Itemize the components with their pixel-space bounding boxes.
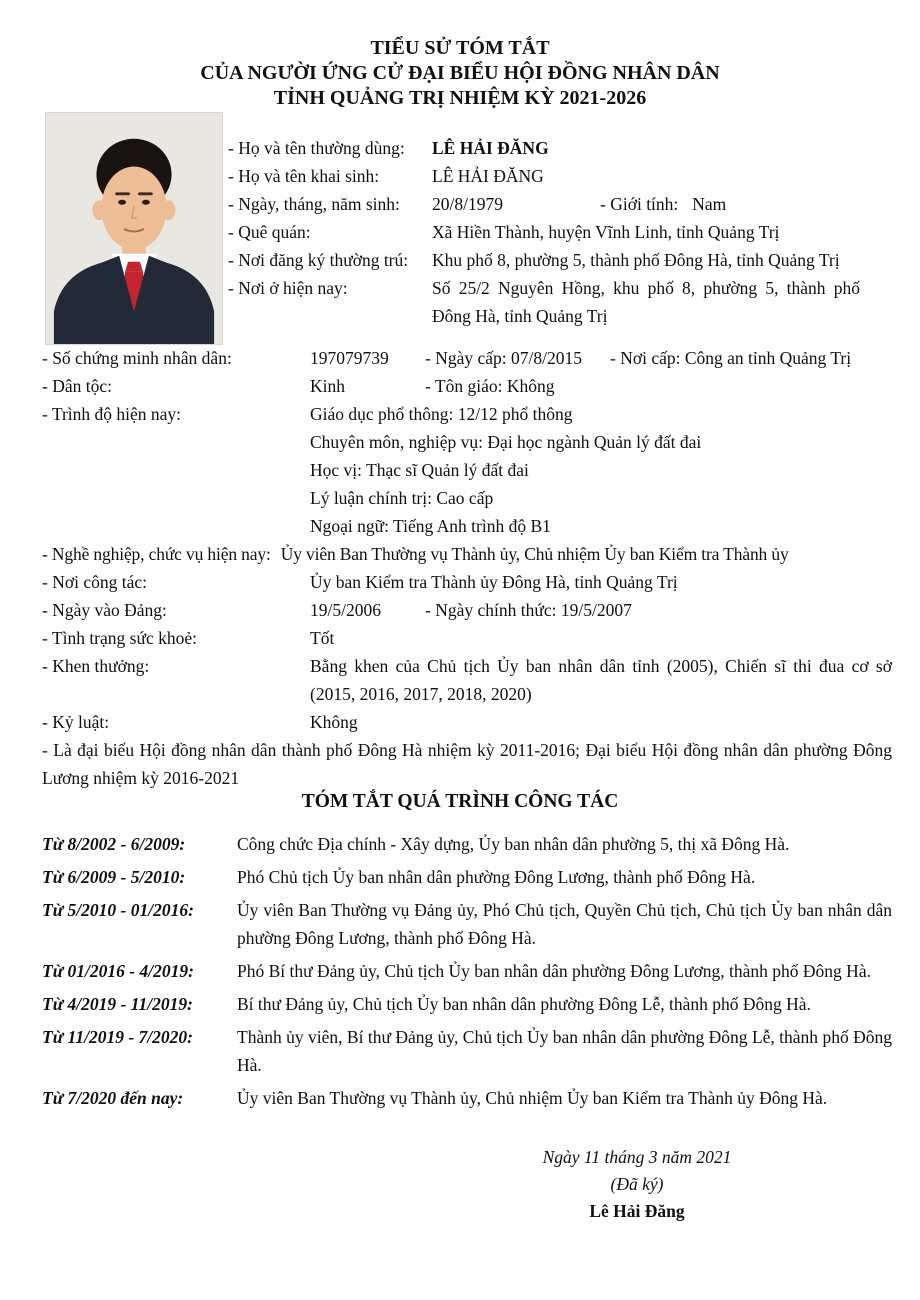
career-description: Công chức Địa chính - Xây dựng, Ủy ban nhân dân phường 5, thị xã Đông Hà.	[237, 834, 790, 854]
awards-value: Bằng khen của Chủ tịch Ủy ban nhân dân tỉnh (2005), Chiến sĩ thi đua cơ sở (2015, 2016, 2017, 2018, 2020)	[310, 656, 892, 704]
field-label: - Ngày, tháng, năm sinh:	[228, 194, 400, 214]
eye-right	[142, 200, 150, 205]
detail-fields	[42, 344, 892, 792]
career-row	[42, 1023, 892, 1079]
field-label: - Số chứng minh nhân dân:	[42, 348, 232, 368]
field-label: - Kỷ luật:	[42, 712, 110, 732]
education-line: Ngoại ngữ: Tiếng Anh trình độ B1	[310, 516, 551, 536]
eyebrow-left	[115, 192, 130, 195]
career-period: Từ 6/2009 - 5/2010:	[42, 867, 186, 887]
tie-knot	[125, 262, 143, 272]
workplace-value: Ủy ban Kiểm tra Thành ủy Đông Hà, tỉnh Quảng Trị	[310, 572, 678, 592]
education-line: Lý luận chính trị: Cao cấp	[310, 488, 494, 508]
document-title	[0, 36, 920, 111]
candidate-photo	[45, 112, 223, 345]
field-label: - Nơi đăng ký thường trú:	[228, 250, 409, 270]
career-history	[42, 830, 892, 1117]
occupation-value: Ủy viên Ban Thường vụ Thành ủy, Chủ nhiệm Ủy ban Kiểm tra Thành ủy	[280, 544, 789, 564]
health-value: Tốt	[310, 628, 335, 648]
education-line: Giáo dục phổ thông: 12/12 phổ thông	[310, 404, 573, 424]
gender-label: - Giới tính:	[600, 194, 679, 214]
career-period: Từ 4/2019 - 11/2019:	[42, 994, 193, 1014]
field-residence	[228, 246, 892, 274]
career-description: Thành ủy viên, Bí thư Đảng ủy, Chủ tịch Ủy ban nhân dân phường Đông Lễ, thành phố Đông Hà.	[237, 1027, 892, 1075]
career-row	[42, 1084, 892, 1112]
delegate-note: - Là đại biểu Hội đồng nhân dân thành phố Đông Hà nhiệm kỳ 2011-2016; Đại biểu Hội đồng nhân dân phường Đông Lương nhiệm kỳ 2016-2021	[42, 740, 892, 788]
career-period: Từ 11/2019 - 7/2020:	[42, 1027, 193, 1047]
field-id-number	[42, 344, 892, 372]
field-label: - Nơi ở hiện nay:	[228, 278, 348, 298]
id-issue-date: - Ngày cấp: 07/8/2015	[425, 348, 582, 368]
id-value: 197079739	[310, 348, 389, 368]
eye-left	[118, 200, 126, 205]
party-official-date: - Ngày chính thức: 19/5/2007	[425, 600, 632, 620]
career-description: Phó Chủ tịch Ủy ban nhân dân phường Đông Lương, thành phố Đông Hà.	[237, 867, 756, 887]
field-birth-name	[228, 162, 892, 190]
field-common-name	[228, 134, 892, 162]
field-label: - Họ và tên khai sinh:	[228, 166, 380, 186]
career-period: Từ 7/2020 đến nay:	[42, 1088, 184, 1108]
career-row	[42, 896, 892, 952]
career-description: Ủy viên Ban Thường vụ Thành ủy, Chủ nhiệm Ủy ban Kiểm tra Thành ủy Đông Hà.	[237, 1088, 828, 1108]
signature-date: Ngày 11 tháng 3 năm 2021	[542, 1147, 732, 1167]
signature-block	[377, 1144, 897, 1225]
field-health	[42, 624, 892, 652]
field-label: - Ngày vào Đảng:	[42, 600, 167, 620]
religion-value: - Tôn giáo: Không	[425, 376, 555, 396]
field-hometown	[228, 218, 892, 246]
field-label: - Quê quán:	[228, 222, 311, 242]
gender-value: Nam	[692, 194, 727, 214]
field-label: - Nghề nghiệp, chức vụ hiện nay:	[42, 544, 271, 564]
field-label: - Trình độ hiện nay:	[42, 404, 182, 424]
education-line: Học vị: Thạc sĩ Quản lý đất đai	[310, 460, 529, 480]
discipline-value: Không	[310, 712, 358, 732]
career-description: Phó Bí thư Đảng ủy, Chủ tịch Ủy ban nhân dân phường Đông Lương, thành phố Đông Hà.	[237, 961, 871, 981]
field-dob	[228, 190, 892, 218]
personal-fields	[228, 134, 892, 330]
field-awards	[42, 652, 892, 708]
field-label: - Họ và tên thường dùng:	[228, 138, 405, 158]
signature-name: Lê Hải Đăng	[589, 1201, 685, 1221]
portrait-illustration	[46, 113, 222, 344]
ethnicity-value: Kinh	[310, 376, 345, 396]
eyebrow-right	[138, 192, 153, 195]
field-label: - Dân tộc:	[42, 376, 112, 396]
career-period: Từ 8/2002 - 6/2009:	[42, 834, 186, 854]
education-line: Chuyên môn, nghiệp vụ: Đại học ngành Quản lý đất đai	[310, 432, 702, 452]
field-education	[42, 400, 892, 540]
career-row	[42, 957, 892, 985]
field-party-date	[42, 596, 892, 624]
party-join-date: 19/5/2006	[310, 600, 381, 620]
career-period: Từ 5/2010 - 01/2016:	[42, 900, 194, 920]
career-period: Từ 01/2016 - 4/2019:	[42, 961, 194, 981]
field-discipline	[42, 708, 892, 736]
career-row	[42, 990, 892, 1018]
career-row	[42, 863, 892, 891]
field-value: Số 25/2 Nguyên Hồng, khu phố 8, phường 5, thành phố Đông Hà, tỉnh Quảng Trị	[432, 278, 860, 326]
field-label: - Nơi công tác:	[42, 572, 147, 592]
field-value: LÊ HẢI ĐĂNG	[432, 166, 544, 186]
field-value: LÊ HẢI ĐĂNG	[432, 138, 549, 158]
career-section-title: TÓM TẮT QUÁ TRÌNH CÔNG TÁC	[301, 791, 619, 812]
career-description: Bí thư Đảng ủy, Chủ tịch Ủy ban nhân dân phường Đông Lễ, thành phố Đông Hà.	[237, 994, 811, 1014]
field-value: Khu phố 8, phường 5, thành phố Đông Hà, tỉnh Quảng Trị	[432, 250, 840, 270]
career-description: Ủy viên Ban Thường vụ Đảng ủy, Phó Chủ tịch, Quyền Chủ tịch, Chủ tịch Ủy ban nhân dân phường Đông Lương, thành phố Đông Hà.	[237, 900, 892, 948]
career-row	[42, 830, 892, 858]
field-occupation	[42, 540, 892, 568]
title-line-3: TỈNH QUẢNG TRỊ NHIỆM KỲ 2021-2026	[273, 87, 647, 109]
title-line-1: TIỂU SỬ TÓM TẮT	[370, 37, 550, 59]
education-lines	[310, 400, 892, 540]
field-current-address	[228, 274, 892, 330]
field-label: - Khen thưởng:	[42, 656, 150, 676]
signature-signed-note: (Đã ký)	[610, 1174, 664, 1194]
field-value: 20/8/1979	[432, 194, 503, 214]
field-label: - Tình trạng sức khoẻ:	[42, 628, 197, 648]
id-issue-place: - Nơi cấp: Công an tỉnh Quảng Trị	[610, 348, 852, 368]
title-line-2: CỦA NGƯỜI ỨNG CỬ ĐẠI BIỂU HỘI ĐỒNG NHÂN DÂN	[200, 62, 720, 84]
field-ethnicity	[42, 372, 892, 400]
field-workplace	[42, 568, 892, 596]
field-value: Xã Hiền Thành, huyện Vĩnh Linh, tỉnh Quảng Trị	[432, 222, 780, 242]
